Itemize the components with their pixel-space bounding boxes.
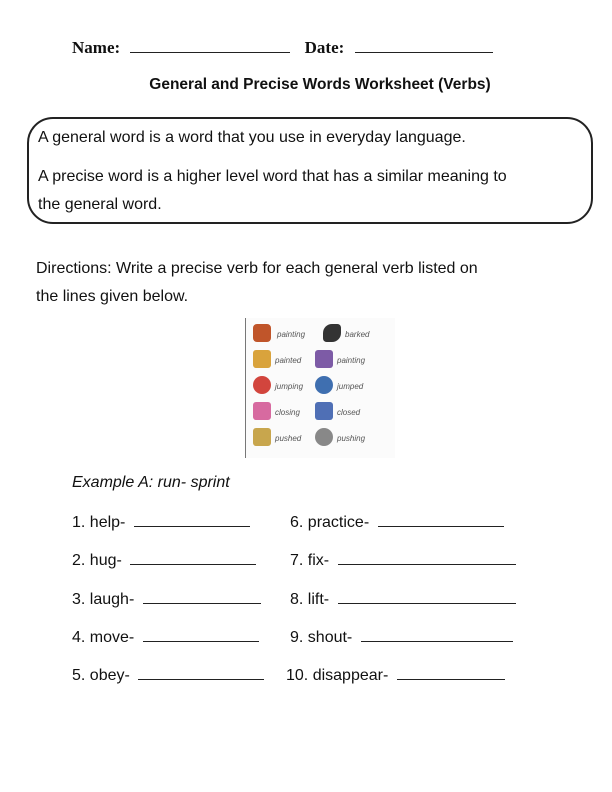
item-2 xyxy=(72,551,256,570)
cart-clipart xyxy=(253,428,271,446)
directions-line-2: the lines given below. xyxy=(36,288,189,305)
figure-row xyxy=(253,428,395,450)
door-clipart xyxy=(253,402,271,420)
figure-row xyxy=(253,376,395,398)
item-6 xyxy=(290,513,504,532)
painting-clipart xyxy=(315,350,333,368)
jumper-clipart xyxy=(253,376,271,394)
painter-clipart xyxy=(253,324,271,342)
figure-label: jumping xyxy=(275,382,304,391)
directions xyxy=(36,255,478,311)
figure-label: closing xyxy=(275,408,300,417)
figure-label: barked xyxy=(345,330,370,339)
item-label: 7. fix- xyxy=(290,552,330,569)
figure-row xyxy=(253,350,395,372)
answer-line[interactable] xyxy=(143,590,261,604)
figure-label: closed xyxy=(337,408,361,417)
figure-edge xyxy=(245,318,246,458)
name-label: Name: xyxy=(72,38,121,57)
door-clipart xyxy=(315,402,333,420)
item-8 xyxy=(290,590,516,609)
directions-line-1: Directions: Write a precise verb for each general verb listed on xyxy=(36,260,478,277)
item-5 xyxy=(72,666,264,685)
answer-line[interactable] xyxy=(138,666,264,680)
item-7 xyxy=(290,551,516,570)
item-4 xyxy=(72,628,259,647)
answer-line[interactable] xyxy=(143,628,259,642)
item-label: 2. hug- xyxy=(72,552,122,569)
item-label: 5. obey- xyxy=(72,667,130,684)
answer-line[interactable] xyxy=(361,628,513,642)
figure-row xyxy=(253,402,395,424)
answer-line[interactable] xyxy=(134,513,250,527)
clipart-figure xyxy=(245,318,395,458)
item-label: 8. lift- xyxy=(290,591,330,608)
figure-label: painted xyxy=(275,356,302,365)
figure-label: painting xyxy=(277,330,306,339)
item-10 xyxy=(286,666,505,685)
precise-definition-line-1: A precise word is a higher level word that has a similar meaning to xyxy=(38,168,507,185)
figure-label: jumped xyxy=(337,382,364,391)
item-label: 6. practice- xyxy=(290,514,370,531)
figure-label: pushed xyxy=(275,434,302,443)
figure-row xyxy=(253,324,395,346)
jumper-clipart xyxy=(315,376,333,394)
answer-line[interactable] xyxy=(130,551,256,565)
item-label: 3. laugh- xyxy=(72,591,135,608)
answer-line[interactable] xyxy=(378,513,504,527)
example-line: Example A: run- sprint xyxy=(72,474,230,491)
item-3 xyxy=(72,590,261,609)
precise-definition-line-2: the general word. xyxy=(38,196,162,213)
answer-line[interactable] xyxy=(397,666,505,680)
general-definition: A general word is a word that you use in everyday language. xyxy=(38,129,466,146)
item-label: 1. help- xyxy=(72,514,126,531)
ball-clipart xyxy=(315,428,333,446)
figure-label: pushing xyxy=(337,434,366,443)
dog-clipart xyxy=(323,324,341,342)
item-label: 4. move- xyxy=(72,629,135,646)
item-label: 9. shout- xyxy=(290,629,353,646)
worksheet-title: General and Precise Words Worksheet (Verbs) xyxy=(149,76,491,93)
item-1 xyxy=(72,513,250,532)
answer-line[interactable] xyxy=(338,551,516,565)
painter-clipart xyxy=(253,350,271,368)
figure-label: painting xyxy=(337,356,366,365)
name-date-line xyxy=(72,38,493,58)
name-field[interactable] xyxy=(130,38,290,53)
date-field[interactable] xyxy=(355,38,493,53)
date-label: Date: xyxy=(304,38,345,57)
item-label: 10. disappear- xyxy=(286,667,389,684)
item-9 xyxy=(290,628,513,647)
answer-line[interactable] xyxy=(338,590,516,604)
